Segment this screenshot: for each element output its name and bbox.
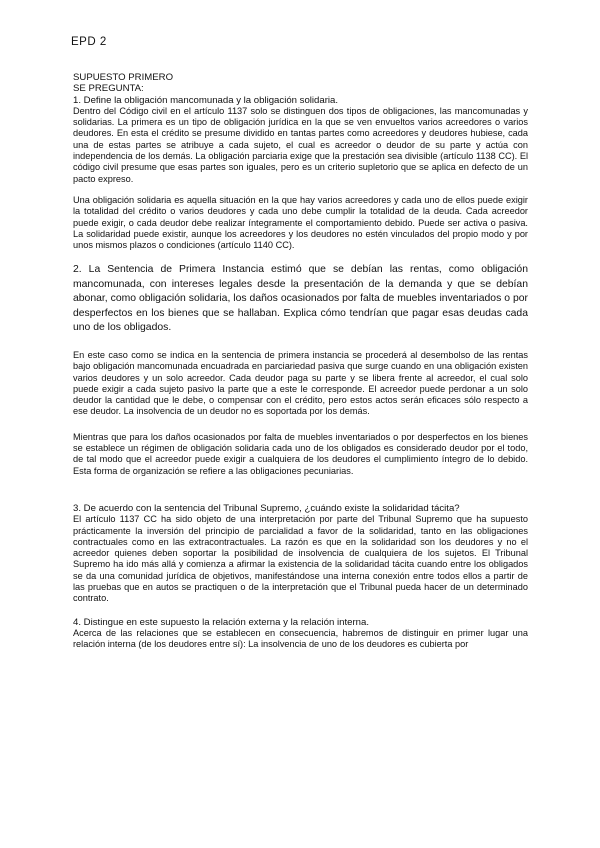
question-2: 2. La Sentencia de Primera Instancia estimó que se debían las rentas, como obligación mancomunada, con intereses legales desde la presentación de la demanda y que se debían abonar, como obligación solidaria, los daños ocasionados por falta de muebles inventariados o por desperfectos en los bienes que se hallaban. Explica cómo tendrían que pagar esas deudas cada uno de los obligados. <box>73 264 528 334</box>
answer-2-paragraph-1: En este caso como se indica en la sentencia de primera instancia se procederá al desembolso de las rentas bajo obligación mancomunada encuadrada en parciariedad pasiva que surge cuando en una obligación existen varios deudores y un solo acreedor. Cada deudor paga su parte y se libera frente al acreedor, el cual solo puede exigir a cada sujeto pasivo la parte que a este le corresponde. El acreedor puede perdonar a un solo deudor la cantidad que le debe, o compensar con el crédito, pero estos actos serán eficaces sólo respecto a ese deudor. La insolvencia de un deudor no es soportada por los demás. <box>73 349 528 417</box>
question-1: 1. Define la obligación mancomunada y la obligación solidaria. <box>73 94 339 106</box>
section-subheading: SE PREGUNTA: <box>73 83 144 95</box>
answer-3-paragraph: El artículo 1137 CC ha sido objeto de una interpretación por parte del Tribunal Supremo que ha supuesto prácticamente la inversión del principio de parcialidad a favor de la solidaridad, tanto en las obligaciones contractuales como en las extracontractuales. La razón es que en la solidaridad son los deudores y no el acreedor quienes deben soportar la posibilidad de insolvencia de cualquiera de los sujetos. El Tribunal Supremo ha ido más allá y comienza a afirmar la existencia de la solidaridad tácita cuando entre los obligados se da una comunidad jurídica de objetivos, manifestándose una interna conexión entre todos ellos a partir de las pruebas que en autos se practiquen o de la interpretación que el Tribunal pueda hacer de un determinado contrato. <box>73 514 528 604</box>
answer-4-paragraph: Acerca de las relaciones que se establecen en consecuencia, habremos de distinguir en primer lugar una relación interna (de los deudores entre sí): La insolvencia de uno de los deudores es cubierta por <box>73 627 528 650</box>
question-4: 4. Distingue en este supuesto la relación externa y la relación interna. <box>73 616 369 628</box>
answer-1-paragraph-1: Dentro del Código civil en el artículo 1137 solo se distinguen dos tipos de obligaciones, las mancomunadas y solidarias. La primera es un tipo de obligación jurídica en la que se ven envueltos varios acreedores o varios deudores. En esta el crédito se presume dividido en tantas partes como acreedores y deudores hubiese, cada una de estas partes se atribuye a cada sujeto, el cual es acreedor o deudor de su parte y actúa con independencia de los demás. La obligación parciaria exige que la prestación sea divisible (artículo 1138 CC). El código civil presume que esas partes son iguales, pero es un criterio supletorio que se aplica en defecto de un pacto expreso. <box>73 105 528 184</box>
document-body <box>73 72 528 650</box>
answer-1-paragraph-2: Una obligación solidaria es aquella situación en la que hay varios acreedores y cada uno de ellos puede exigir la totalidad del crédito o varios deudores y cada uno debe cumplir la totalidad de la deuda. Cada acreedor puede exigir, o cada deudor debe realizar íntegramente el comportamiento debido. Puede ser activa o pasiva. La solidaridad puede existir, aunque los acreedores y los deudores no estén vinculados del propio modo y por unos mismos plazos o condiciones (artículo 1140 CC). <box>73 194 528 251</box>
document-title: EPD 2 <box>71 36 107 48</box>
question-3: 3. De acuerdo con la sentencia del Tribunal Supremo, ¿cuándo existe la solidaridad tácita? <box>73 502 460 514</box>
answer-2-paragraph-2: Mientras que para los daños ocasionados por falta de muebles inventariados o por desperfectos en los bienes se establece un régimen de obligación solidaria cada uno de los obligados es considerado deudor por el todo, de tal modo que el acreedor puede exigir a cualquiera de los deudores el cumplimiento íntegro de lo debido. Esta forma de organización se refiere a las obligaciones pecuniarias. <box>73 431 528 476</box>
section-heading: SUPUESTO PRIMERO <box>73 72 174 83</box>
